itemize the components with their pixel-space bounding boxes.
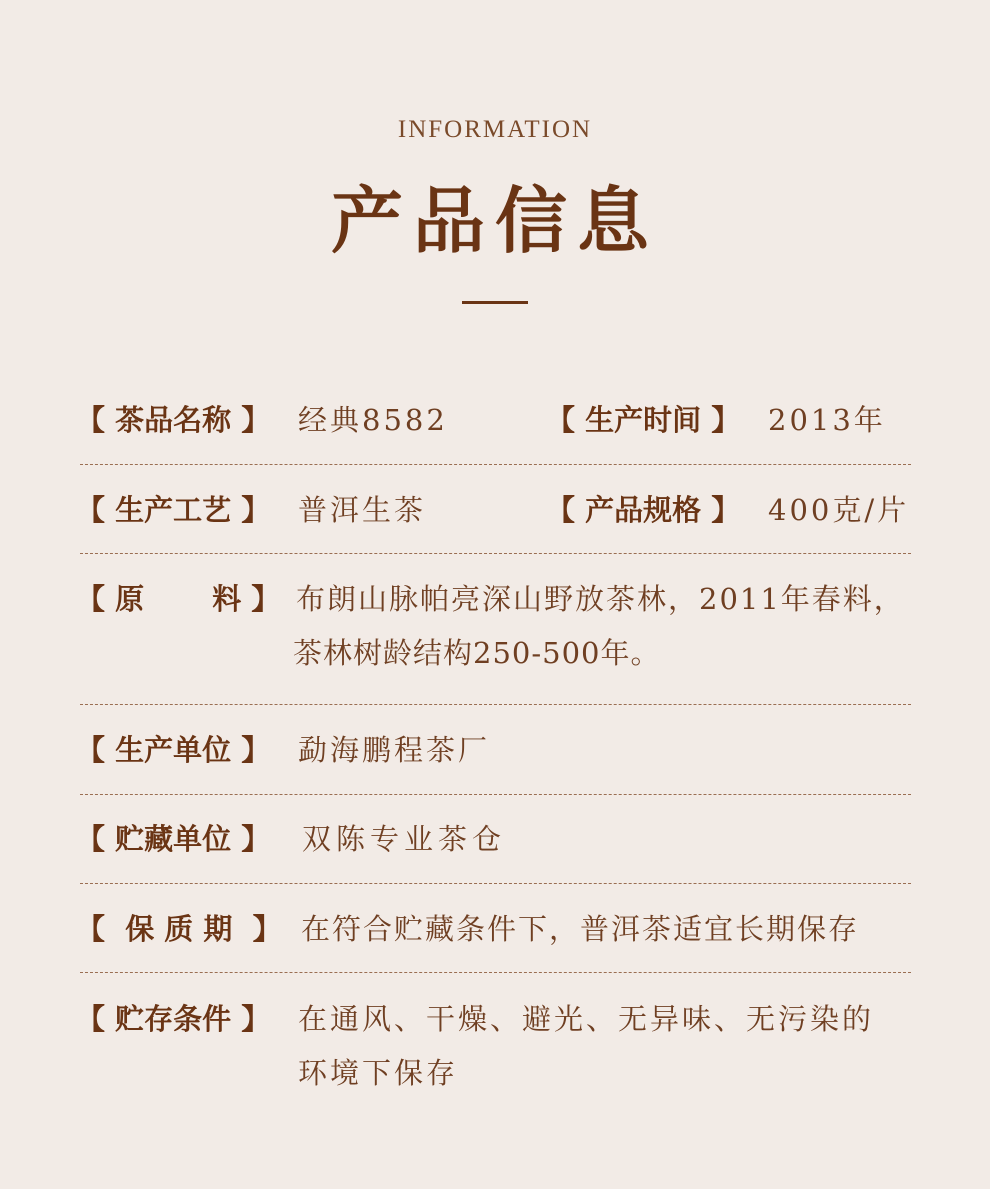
value-producer: 勐海鹏程茶厂 <box>298 733 491 767</box>
value-material-line2: 茶林树龄结构250-500年。 <box>293 636 661 670</box>
value-material-line1: 布朗山脉帕亮深山野放茶林，2011年春料， <box>296 582 905 616</box>
value-shelf-life: 在符合贮藏条件下，普洱茶适宜长期保存 <box>301 912 860 946</box>
value-production-time: 2013年 <box>768 403 886 437</box>
label-material: 【 原 料 】 <box>76 582 281 616</box>
label-craft: 【 生产工艺 】 <box>76 493 271 527</box>
page-title: 产品信息 <box>330 178 659 263</box>
label-production-time: 【 生产时间 】 <box>546 403 741 437</box>
label-shelf-life: 【 保 质 期 】 <box>76 912 282 946</box>
value-storage-conditions-line2: 环境下保存 <box>298 1056 459 1090</box>
value-craft: 普洱生茶 <box>298 493 427 527</box>
row-divider <box>80 464 911 465</box>
row-divider <box>80 883 911 884</box>
value-tea-name: 经典8582 <box>298 403 448 437</box>
row-divider <box>80 553 911 554</box>
label-producer: 【 生产单位 】 <box>76 733 271 767</box>
value-storage-unit: 双陈专业茶仓 <box>302 822 507 856</box>
row-divider <box>80 704 911 705</box>
row-divider <box>80 972 911 973</box>
label-spec: 【 产品规格 】 <box>546 493 741 527</box>
section-eyebrow: INFORMATION <box>397 116 593 143</box>
value-storage-conditions-line1: 在通风、干燥、避光、无异味、无污染的 <box>298 1002 875 1036</box>
row-divider <box>80 794 911 795</box>
title-underline <box>462 301 528 304</box>
label-storage-conditions: 【 贮存条件 】 <box>76 1002 271 1036</box>
value-spec: 400克/片 <box>768 493 910 527</box>
label-tea-name: 【 茶品名称 】 <box>76 403 271 437</box>
label-storage-unit: 【 贮藏单位 】 <box>76 822 271 856</box>
